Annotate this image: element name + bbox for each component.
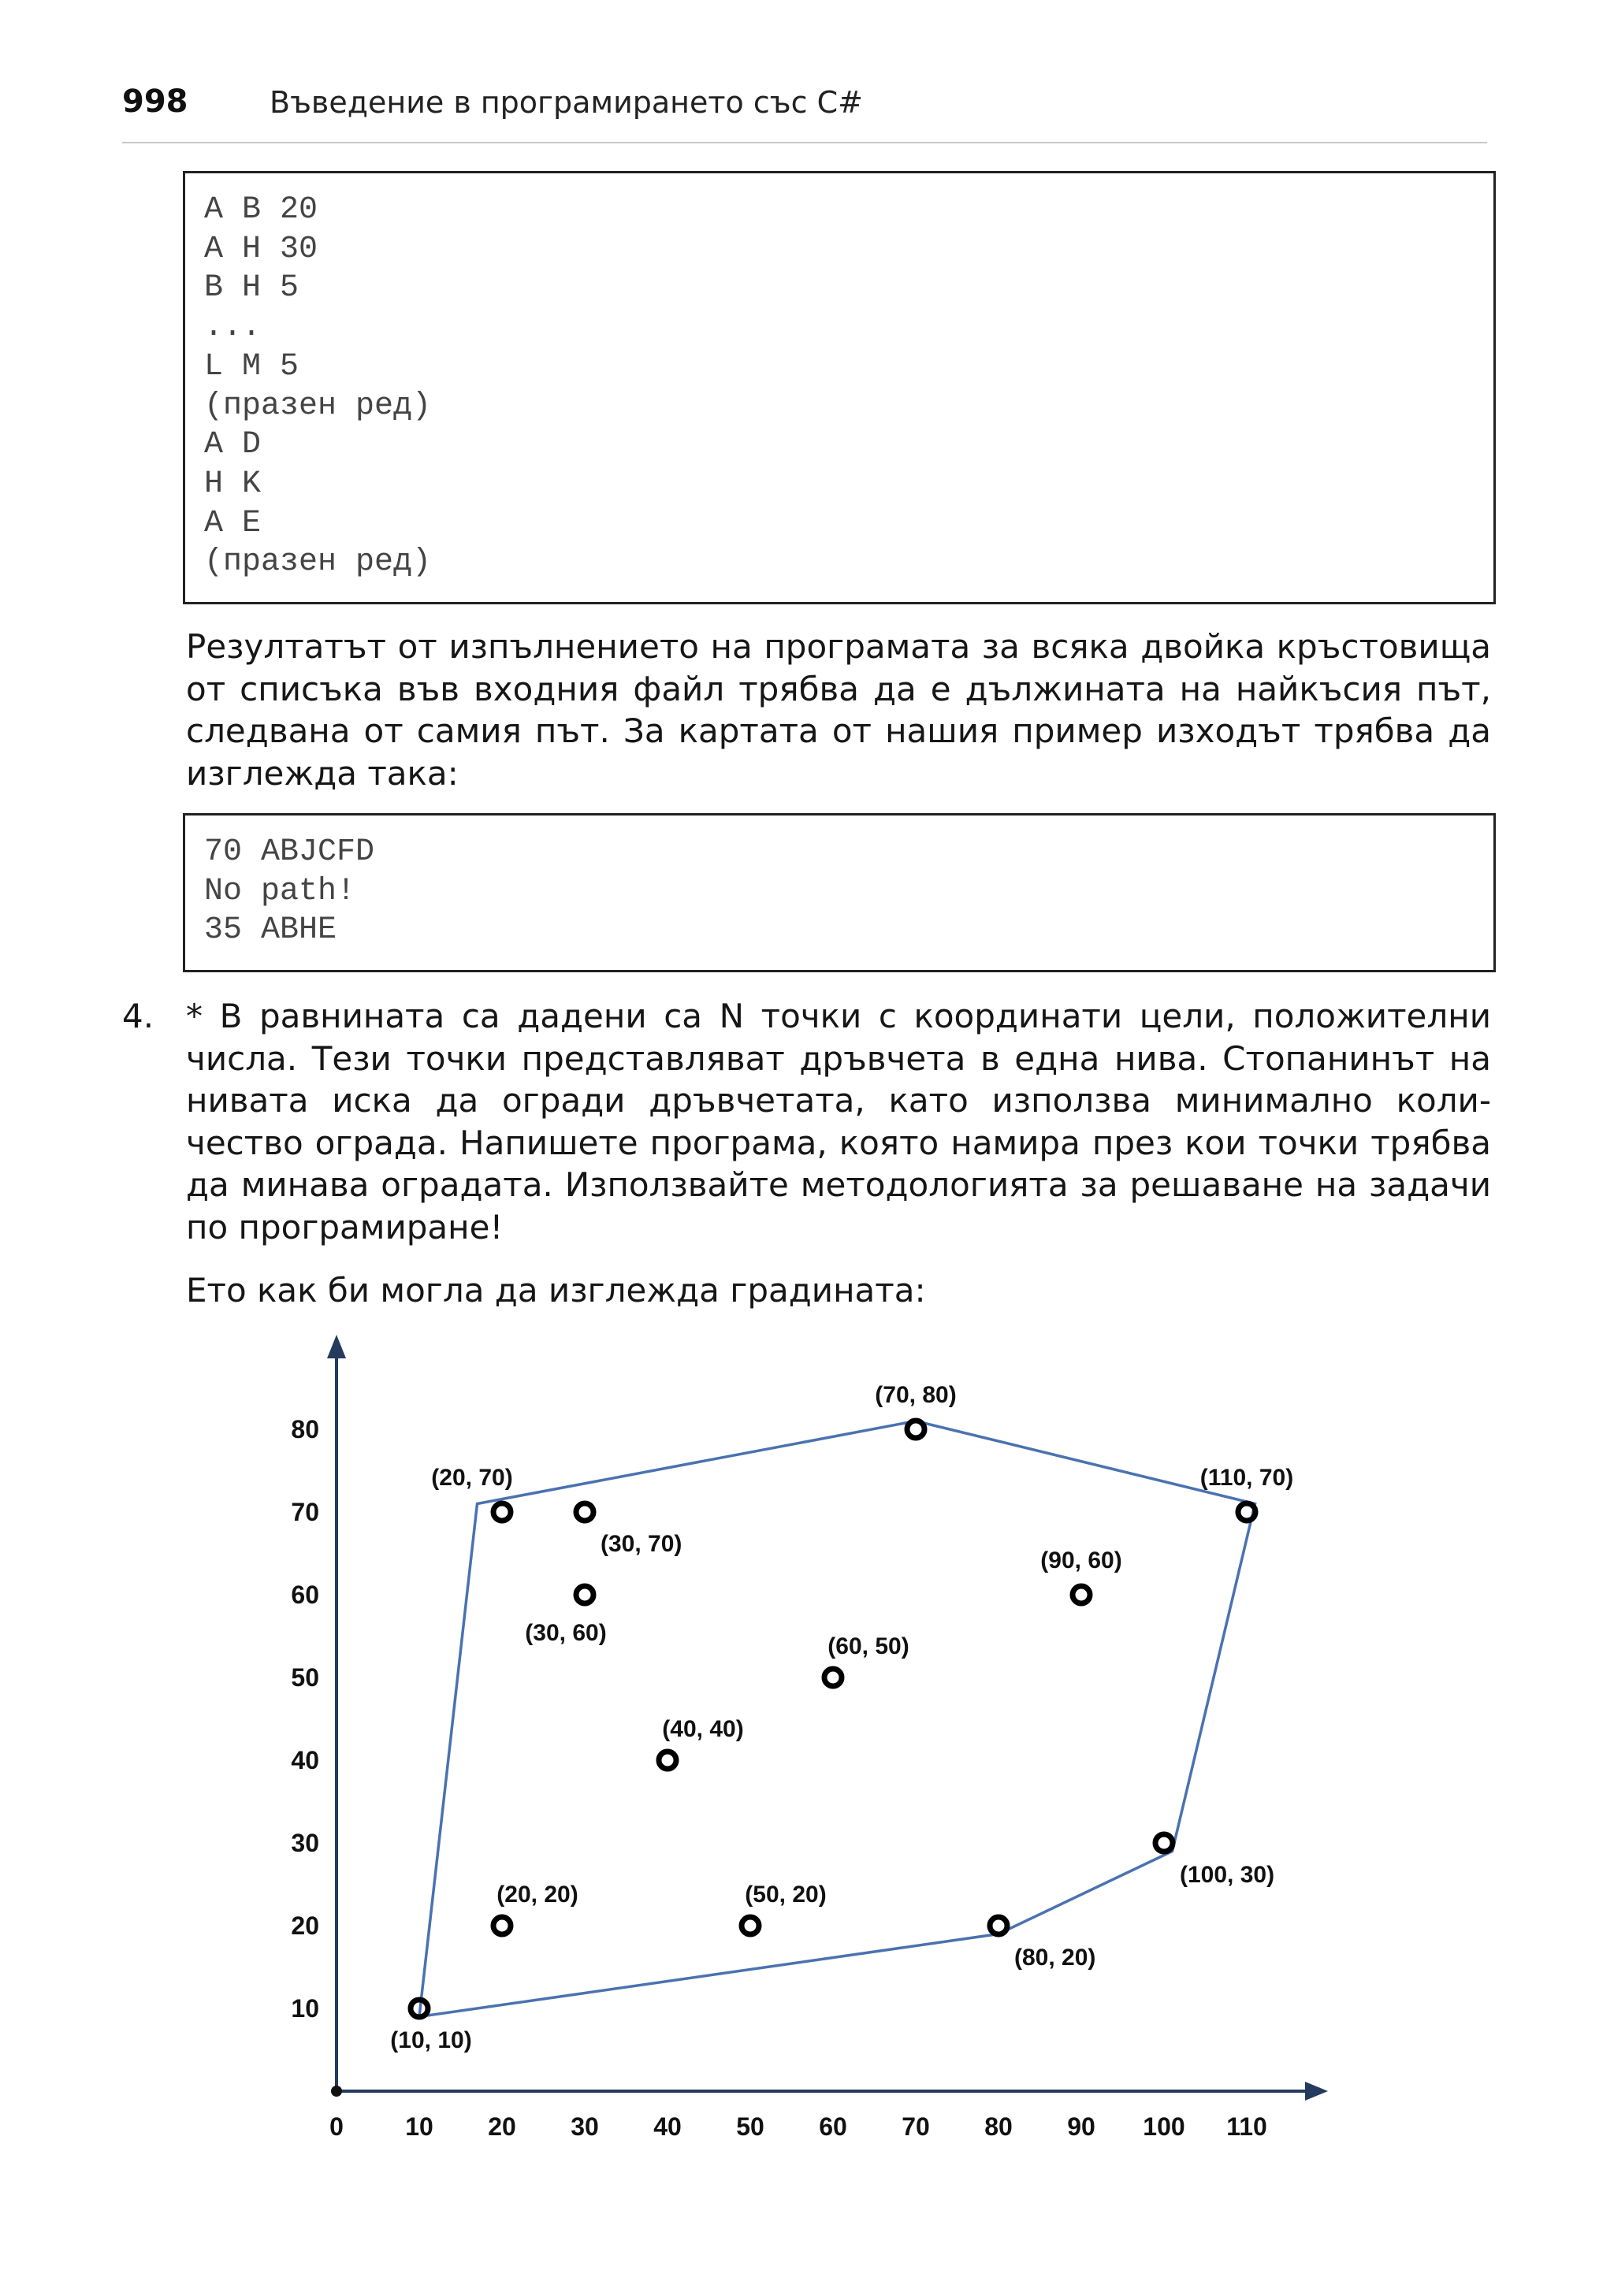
- x-tick-label: 10: [405, 2112, 433, 2141]
- input-line: A E: [204, 505, 262, 541]
- point-label: (110, 70): [1199, 1465, 1294, 1491]
- task-text: * В равнината са дадени са N точки с координати цели, положителни числа. Тези точки представляват дръвчета в една нива. Стопанинът на нивата иска да огради дръвчетата, като използва минимално количество ограда. Напишете програма, която намира през кои точки трябва да минава оградата. Използвайте методологията за решаване на задачи по програмиране!: [186, 997, 1491, 1246]
- chart-svg: [268, 1324, 1340, 2159]
- input-line: A H 30: [204, 231, 318, 267]
- x-tick-label: 70: [902, 2112, 930, 2141]
- figure-intro: Ето как би могла да изглежда градината:: [186, 1271, 926, 1310]
- tree-point: [659, 1752, 676, 1769]
- output-line: 35 ABHE: [204, 912, 337, 949]
- x-tick-label: 40: [653, 2112, 682, 2141]
- y-tick-label: 20: [291, 1911, 319, 1940]
- y-tick-label: 70: [291, 1498, 319, 1526]
- input-line: A B 20: [204, 192, 318, 228]
- tree-point: [1073, 1586, 1090, 1603]
- tree-point: [990, 1917, 1007, 1934]
- x-tick-label: 100: [1143, 2112, 1185, 2141]
- fence-hull: [419, 1421, 1255, 2017]
- point-label: (90, 60): [1040, 1547, 1122, 1573]
- page-header: [122, 79, 1487, 143]
- x-tick-label: 110: [1226, 2112, 1267, 2141]
- y-tick-label: 80: [291, 1415, 319, 1443]
- point-label: (60, 50): [827, 1633, 909, 1659]
- point-label: (40, 40): [662, 1716, 744, 1742]
- tree-point: [576, 1586, 593, 1603]
- y-tick-label: 60: [291, 1581, 319, 1609]
- y-tick-label: 10: [291, 1994, 319, 2023]
- output-line: 70 ABJCFD: [204, 834, 375, 870]
- tree-point: [493, 1917, 511, 1934]
- x-tick-label: 80: [984, 2112, 1013, 2141]
- x-tick-label: 90: [1067, 2112, 1095, 2141]
- tree-point: [1238, 1503, 1255, 1521]
- point-label: (10, 10): [390, 2027, 472, 2053]
- x-tick-label: 50: [736, 2112, 764, 2141]
- tree-point: [907, 1421, 924, 1438]
- input-line: A D: [204, 427, 262, 463]
- input-line: B H 5: [204, 270, 299, 307]
- tree-point: [493, 1503, 511, 1521]
- output-example-box: [183, 813, 1496, 972]
- tree-point: [576, 1503, 593, 1521]
- input-line: H K: [204, 466, 262, 502]
- page-number: 998: [122, 84, 188, 120]
- x-tick-label: 30: [571, 2112, 599, 2141]
- point-label: (30, 70): [601, 1531, 682, 1557]
- input-line: L M 5: [204, 348, 299, 385]
- running-title: Въведение в програмирането със C#: [270, 85, 863, 120]
- tree-point: [742, 1917, 759, 1934]
- y-tick-label: 40: [291, 1746, 319, 1774]
- point-label: (30, 60): [525, 1620, 607, 1646]
- garden-chart: [268, 1324, 1340, 2159]
- tree-point: [1155, 1834, 1173, 1852]
- origin-dot: [331, 2086, 342, 2097]
- point-label: (20, 70): [431, 1465, 513, 1491]
- x-tick-label: 60: [819, 2112, 847, 2141]
- x-tick-label: 20: [488, 2112, 516, 2141]
- point-label: (20, 20): [496, 1882, 578, 1908]
- tree-point: [824, 1669, 842, 1686]
- point-label: (100, 30): [1180, 1862, 1275, 1888]
- y-tick-label: 50: [291, 1663, 319, 1692]
- input-example-box: [183, 171, 1496, 604]
- input-line: ...: [204, 310, 262, 346]
- y-tick-label: 30: [291, 1829, 319, 1857]
- x-tick-label: 0: [329, 2112, 344, 2141]
- output-line: No path!: [204, 873, 356, 909]
- input-line: (празен ред): [204, 544, 432, 581]
- x-axis-arrow: [1305, 2082, 1328, 2101]
- point-label: (80, 20): [1014, 1945, 1096, 1971]
- y-axis-arrow: [327, 1335, 346, 1358]
- result-paragraph: Резултатът от изпълнението на програмата за всяка двойка кръстовища от списъка във входния файл трябва да е дължината на найкъсия път, следвана от самия път. За картата от нашия пример изходът трябва да изглежда така:: [186, 627, 1491, 793]
- input-line: (празен ред): [204, 388, 432, 424]
- task-number: 4.: [122, 997, 154, 1035]
- point-label: (70, 80): [875, 1382, 957, 1408]
- point-label: (50, 20): [745, 1882, 827, 1908]
